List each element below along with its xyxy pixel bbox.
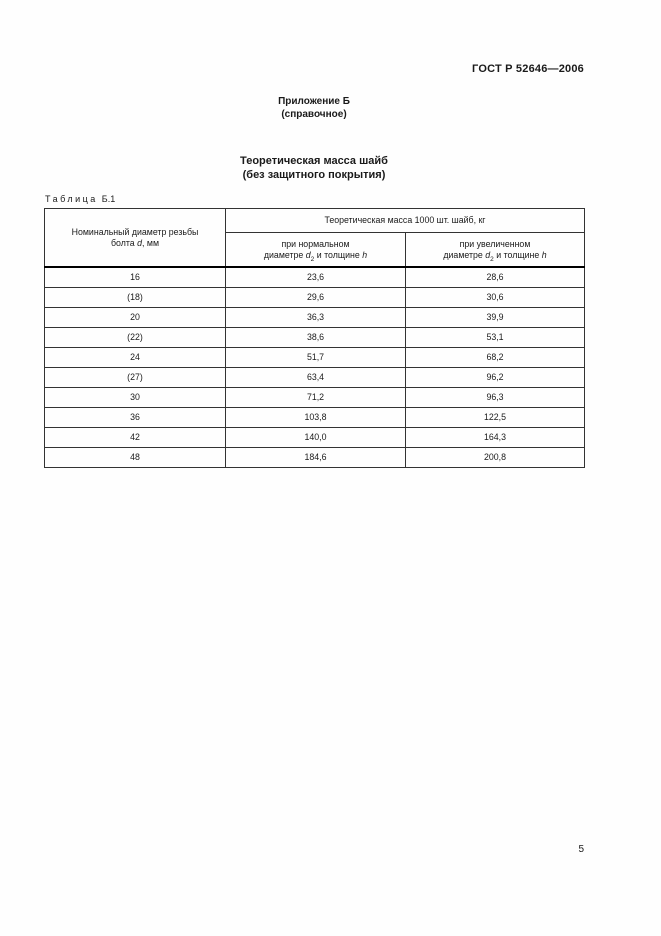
column-header-diameter (45, 209, 226, 268)
var-h: h (541, 249, 547, 260)
table-row (45, 267, 585, 288)
column-header-diameter-line2: болта d, мм (110, 237, 160, 248)
table-row (45, 288, 585, 308)
cell-mass-increased: 68,2 (406, 348, 585, 368)
table-row (45, 428, 585, 448)
table-row (45, 348, 585, 368)
cell-diameter: 48 (45, 448, 226, 468)
table-row (45, 328, 585, 348)
table-header (45, 209, 585, 268)
cell-mass-normal: 140,0 (226, 428, 406, 448)
cell-mass-normal: 63,4 (226, 368, 406, 388)
table-caption (45, 194, 115, 204)
cell-mass-increased: 200,8 (406, 448, 585, 468)
column-header-normal: при нормальном диаметре $d_2$ и толщине h (226, 233, 406, 268)
table-row (45, 388, 585, 408)
var-d2: d (305, 249, 311, 260)
table-row (45, 308, 585, 328)
table-body (45, 267, 585, 468)
cell-diameter: (27) (45, 368, 226, 388)
document-title-line2: (без защитного покрытия) (242, 168, 386, 181)
table-row (45, 368, 585, 388)
cell-mass-increased: 96,3 (406, 388, 585, 408)
var-d: d (137, 237, 143, 248)
column-header-mass-span: Теоретическая масса 1000 шт. шайб, кг (226, 209, 585, 233)
cell-mass-increased: 164,3 (406, 428, 585, 448)
cell-mass-increased: 28,6 (406, 267, 585, 288)
cell-diameter: 20 (45, 308, 226, 328)
cell-mass-normal: 36,3 (226, 308, 406, 328)
var-h: h (362, 249, 368, 260)
cell-diameter: (18) (45, 288, 226, 308)
column-header-diameter-line1: Номинальный диаметр резьбы (71, 226, 199, 237)
cell-diameter: 42 (45, 428, 226, 448)
appendix-heading (44, 95, 584, 121)
page-number: 5 (578, 844, 584, 855)
cell-diameter: 24 (45, 348, 226, 368)
cell-mass-increased: 30,6 (406, 288, 585, 308)
document-title-line1: Теоретическая масса шайб (240, 155, 388, 167)
cell-mass-increased: 96,2 (406, 368, 585, 388)
cell-mass-normal: 29,6 (226, 288, 406, 308)
appendix-type: (справочное) (281, 109, 347, 120)
document-title (44, 155, 584, 182)
table-row (45, 408, 585, 428)
column-header-increased: при увеличенном диаметре $d_2$ и толщине h (406, 233, 585, 268)
appendix-title: Приложение Б (278, 96, 350, 107)
cell-mass-normal: 71,2 (226, 388, 406, 408)
table-row (45, 448, 585, 468)
cell-mass-normal: 38,6 (226, 328, 406, 348)
cell-mass-normal: 184,6 (226, 448, 406, 468)
cell-diameter: 30 (45, 388, 226, 408)
cell-mass-normal: 103,8 (226, 408, 406, 428)
table-caption-word: Таблица (45, 194, 98, 204)
washer-mass-table (44, 208, 585, 468)
cell-diameter: 16 (45, 267, 226, 288)
cell-mass-normal: 51,7 (226, 348, 406, 368)
cell-mass-normal: 23,6 (226, 267, 406, 288)
cell-mass-increased: 53,1 (406, 328, 585, 348)
var-d2: d (485, 249, 491, 260)
doc-code: ГОСТ Р 52646—2006 (472, 63, 584, 75)
cell-mass-increased: 39,9 (406, 308, 585, 328)
cell-diameter: 36 (45, 408, 226, 428)
cell-diameter: (22) (45, 328, 226, 348)
table-caption-number: Б.1 (101, 194, 116, 204)
cell-mass-increased: 122,5 (406, 408, 585, 428)
